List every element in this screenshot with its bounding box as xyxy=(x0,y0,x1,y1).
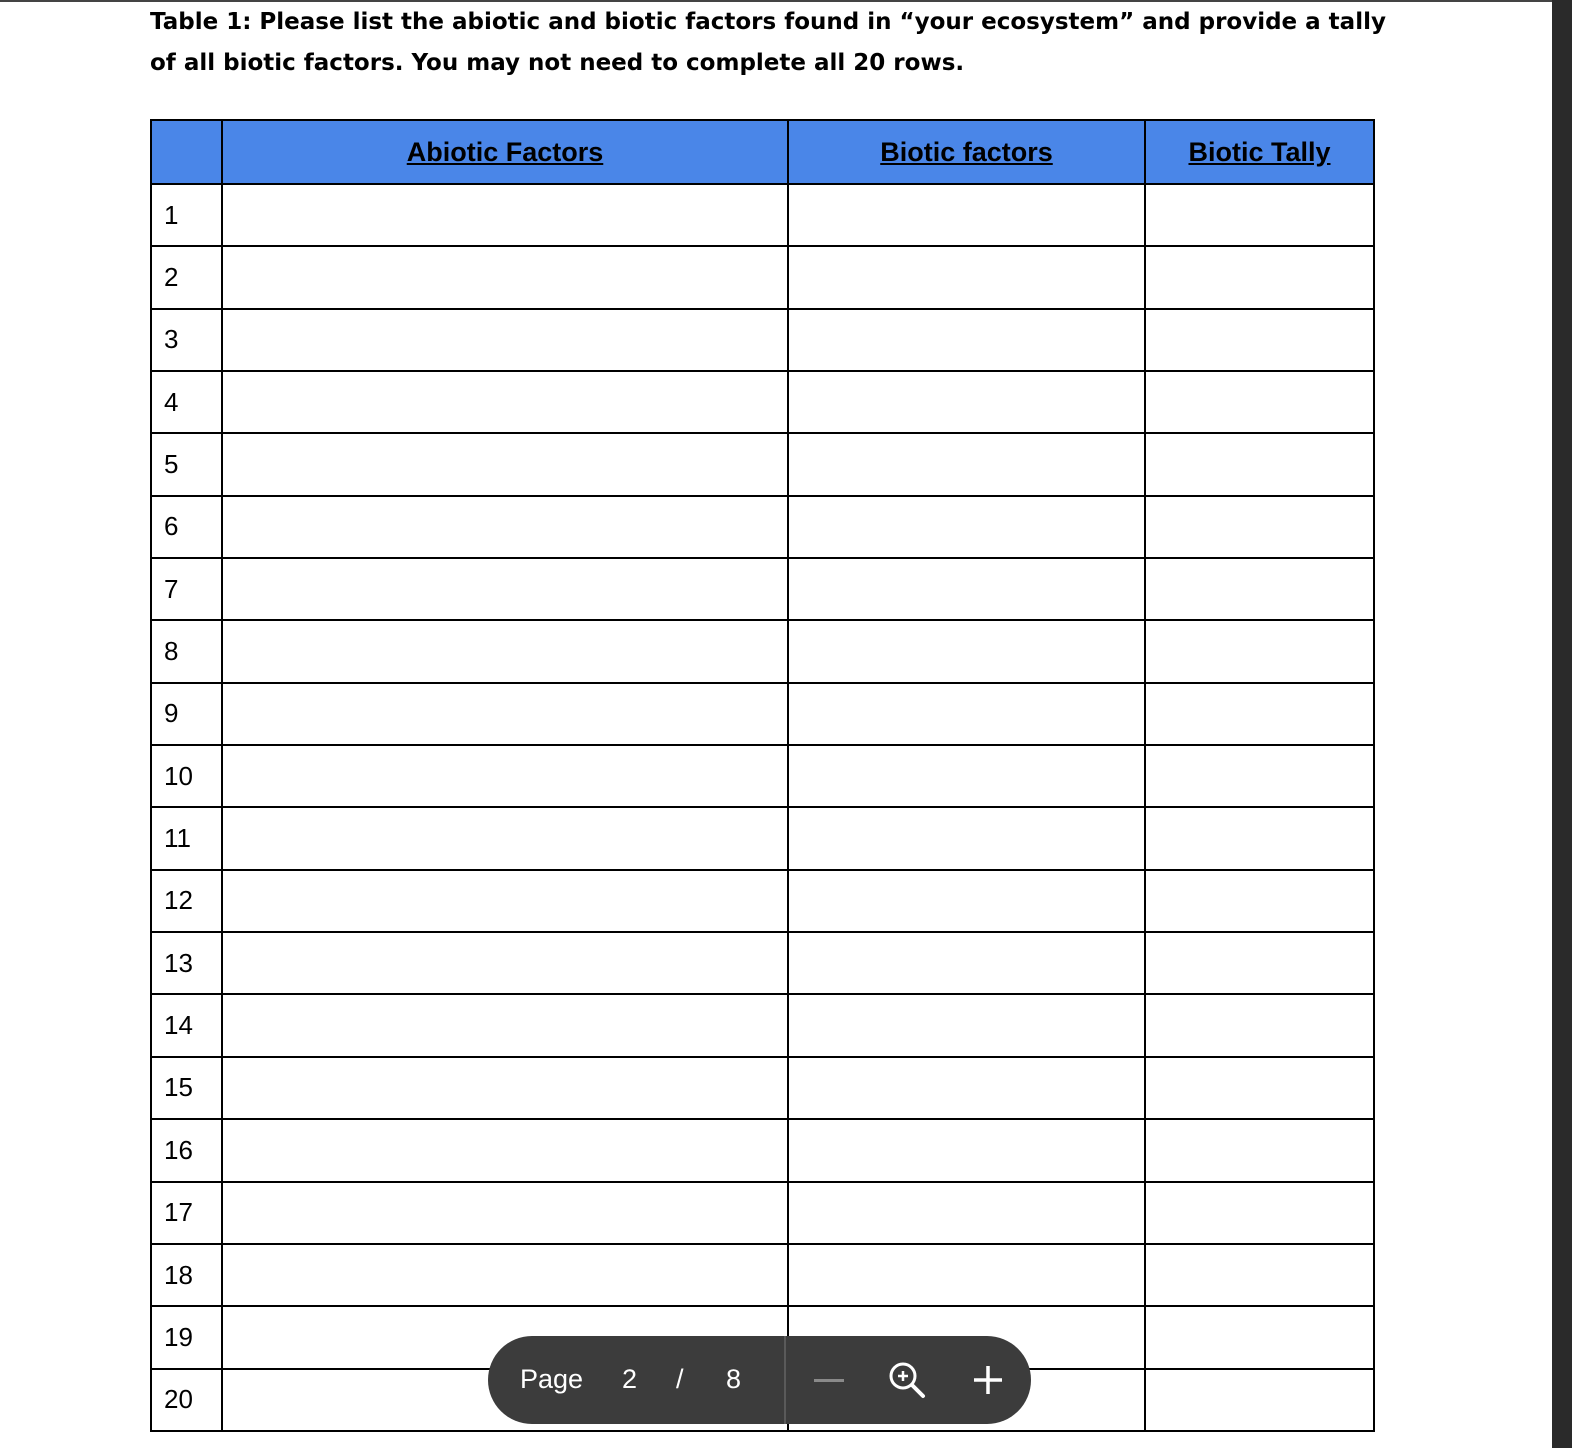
abiotic-cell[interactable] xyxy=(222,745,788,807)
row-number: 15 xyxy=(151,1057,222,1119)
tally-cell[interactable] xyxy=(1145,745,1374,807)
biotic-cell[interactable] xyxy=(788,870,1145,932)
table-row xyxy=(151,1182,1374,1244)
tally-cell[interactable] xyxy=(1145,1182,1374,1244)
factors-table xyxy=(150,119,1375,1432)
tally-cell[interactable] xyxy=(1145,1244,1374,1306)
abiotic-cell[interactable] xyxy=(222,683,788,745)
row-number: 13 xyxy=(151,932,222,994)
page-separator: / xyxy=(676,1364,684,1394)
minus-icon xyxy=(814,1379,844,1382)
table-row xyxy=(151,1057,1374,1119)
abiotic-cell[interactable] xyxy=(222,371,788,433)
table-row xyxy=(151,246,1374,308)
table-row xyxy=(151,870,1374,932)
zoom-in-button[interactable] xyxy=(966,1358,1010,1402)
header-tally: Biotic Tally xyxy=(1145,120,1374,184)
pager-divider xyxy=(784,1336,786,1424)
table-row xyxy=(151,1244,1374,1306)
biotic-cell[interactable] xyxy=(788,309,1145,371)
tally-cell[interactable] xyxy=(1145,807,1374,869)
abiotic-cell[interactable] xyxy=(222,1057,788,1119)
header-abiotic: Abiotic Factors xyxy=(222,120,788,184)
table-row xyxy=(151,807,1374,869)
biotic-cell[interactable] xyxy=(788,558,1145,620)
table-row xyxy=(151,496,1374,558)
biotic-cell[interactable] xyxy=(788,1119,1145,1181)
total-pages: 8 xyxy=(726,1364,742,1394)
abiotic-cell[interactable] xyxy=(222,1182,788,1244)
biotic-cell[interactable] xyxy=(788,745,1145,807)
abiotic-cell[interactable] xyxy=(222,309,788,371)
biotic-cell[interactable] xyxy=(788,683,1145,745)
row-number: 4 xyxy=(151,371,222,433)
abiotic-cell[interactable] xyxy=(222,932,788,994)
biotic-cell[interactable] xyxy=(788,994,1145,1056)
row-number: 12 xyxy=(151,870,222,932)
tally-cell[interactable] xyxy=(1145,496,1374,558)
row-number: 6 xyxy=(151,496,222,558)
table-row xyxy=(151,994,1374,1056)
abiotic-cell[interactable] xyxy=(222,870,788,932)
tally-cell[interactable] xyxy=(1145,1057,1374,1119)
tally-cell[interactable] xyxy=(1145,1369,1374,1431)
row-number: 8 xyxy=(151,620,222,682)
table-row xyxy=(151,932,1374,994)
table-row xyxy=(151,184,1374,246)
row-number: 7 xyxy=(151,558,222,620)
tally-cell[interactable] xyxy=(1145,558,1374,620)
zoom-fit-button[interactable] xyxy=(885,1358,929,1402)
row-number: 11 xyxy=(151,807,222,869)
header-biotic: Biotic factors xyxy=(788,120,1145,184)
page-label: Page xyxy=(520,1364,584,1394)
magnifier-plus-icon xyxy=(887,1360,927,1400)
biotic-cell[interactable] xyxy=(788,620,1145,682)
table-row xyxy=(151,620,1374,682)
abiotic-cell[interactable] xyxy=(222,1244,788,1306)
biotic-cell[interactable] xyxy=(788,807,1145,869)
row-number: 3 xyxy=(151,309,222,371)
row-number: 19 xyxy=(151,1306,222,1368)
table-row xyxy=(151,683,1374,745)
table-row xyxy=(151,309,1374,371)
abiotic-cell[interactable] xyxy=(222,496,788,558)
tally-cell[interactable] xyxy=(1145,309,1374,371)
tally-cell[interactable] xyxy=(1145,1306,1374,1368)
biotic-cell[interactable] xyxy=(788,246,1145,308)
row-number: 5 xyxy=(151,433,222,495)
header-number xyxy=(151,120,222,184)
biotic-cell[interactable] xyxy=(788,496,1145,558)
current-page[interactable]: 2 xyxy=(622,1364,638,1394)
tally-cell[interactable] xyxy=(1145,1119,1374,1181)
zoom-out-button[interactable] xyxy=(807,1358,851,1402)
tally-cell[interactable] xyxy=(1145,932,1374,994)
abiotic-cell[interactable] xyxy=(222,433,788,495)
table-row xyxy=(151,745,1374,807)
tally-cell[interactable] xyxy=(1145,371,1374,433)
biotic-cell[interactable] xyxy=(788,1244,1145,1306)
row-number: 9 xyxy=(151,683,222,745)
abiotic-cell[interactable] xyxy=(222,1119,788,1181)
tally-cell[interactable] xyxy=(1145,870,1374,932)
row-number: 18 xyxy=(151,1244,222,1306)
biotic-cell[interactable] xyxy=(788,433,1145,495)
row-number: 2 xyxy=(151,246,222,308)
viewer-edge xyxy=(1552,0,1572,1448)
abiotic-cell[interactable] xyxy=(222,620,788,682)
abiotic-cell[interactable] xyxy=(222,807,788,869)
table-instructions: Table 1: Please list the abiotic and biotic factors found in “your ecosystem” and provide a tally of all biotic factors. You may not need to complete all 20 rows. xyxy=(150,9,1386,76)
page-controls xyxy=(488,1336,1031,1424)
row-number: 16 xyxy=(151,1119,222,1181)
plus-icon xyxy=(971,1363,1005,1397)
tally-cell[interactable] xyxy=(1145,620,1374,682)
table-row xyxy=(151,1119,1374,1181)
abiotic-cell[interactable] xyxy=(222,246,788,308)
row-number: 20 xyxy=(151,1369,222,1431)
abiotic-cell[interactable] xyxy=(222,558,788,620)
row-number: 14 xyxy=(151,994,222,1056)
biotic-cell[interactable] xyxy=(788,1182,1145,1244)
biotic-cell[interactable] xyxy=(788,371,1145,433)
table-row xyxy=(151,371,1374,433)
tally-cell[interactable] xyxy=(1145,184,1374,246)
table-row xyxy=(151,433,1374,495)
row-number: 17 xyxy=(151,1182,222,1244)
abiotic-cell[interactable] xyxy=(222,994,788,1056)
biotic-cell[interactable] xyxy=(788,932,1145,994)
row-number: 1 xyxy=(151,184,222,246)
table-row xyxy=(151,558,1374,620)
tally-cell[interactable] xyxy=(1145,683,1374,745)
abiotic-cell[interactable] xyxy=(222,184,788,246)
tally-cell[interactable] xyxy=(1145,994,1374,1056)
biotic-cell[interactable] xyxy=(788,1057,1145,1119)
header-row xyxy=(151,120,1374,184)
biotic-cell[interactable] xyxy=(788,184,1145,246)
tally-cell[interactable] xyxy=(1145,433,1374,495)
tally-cell[interactable] xyxy=(1145,246,1374,308)
row-number: 10 xyxy=(151,745,222,807)
